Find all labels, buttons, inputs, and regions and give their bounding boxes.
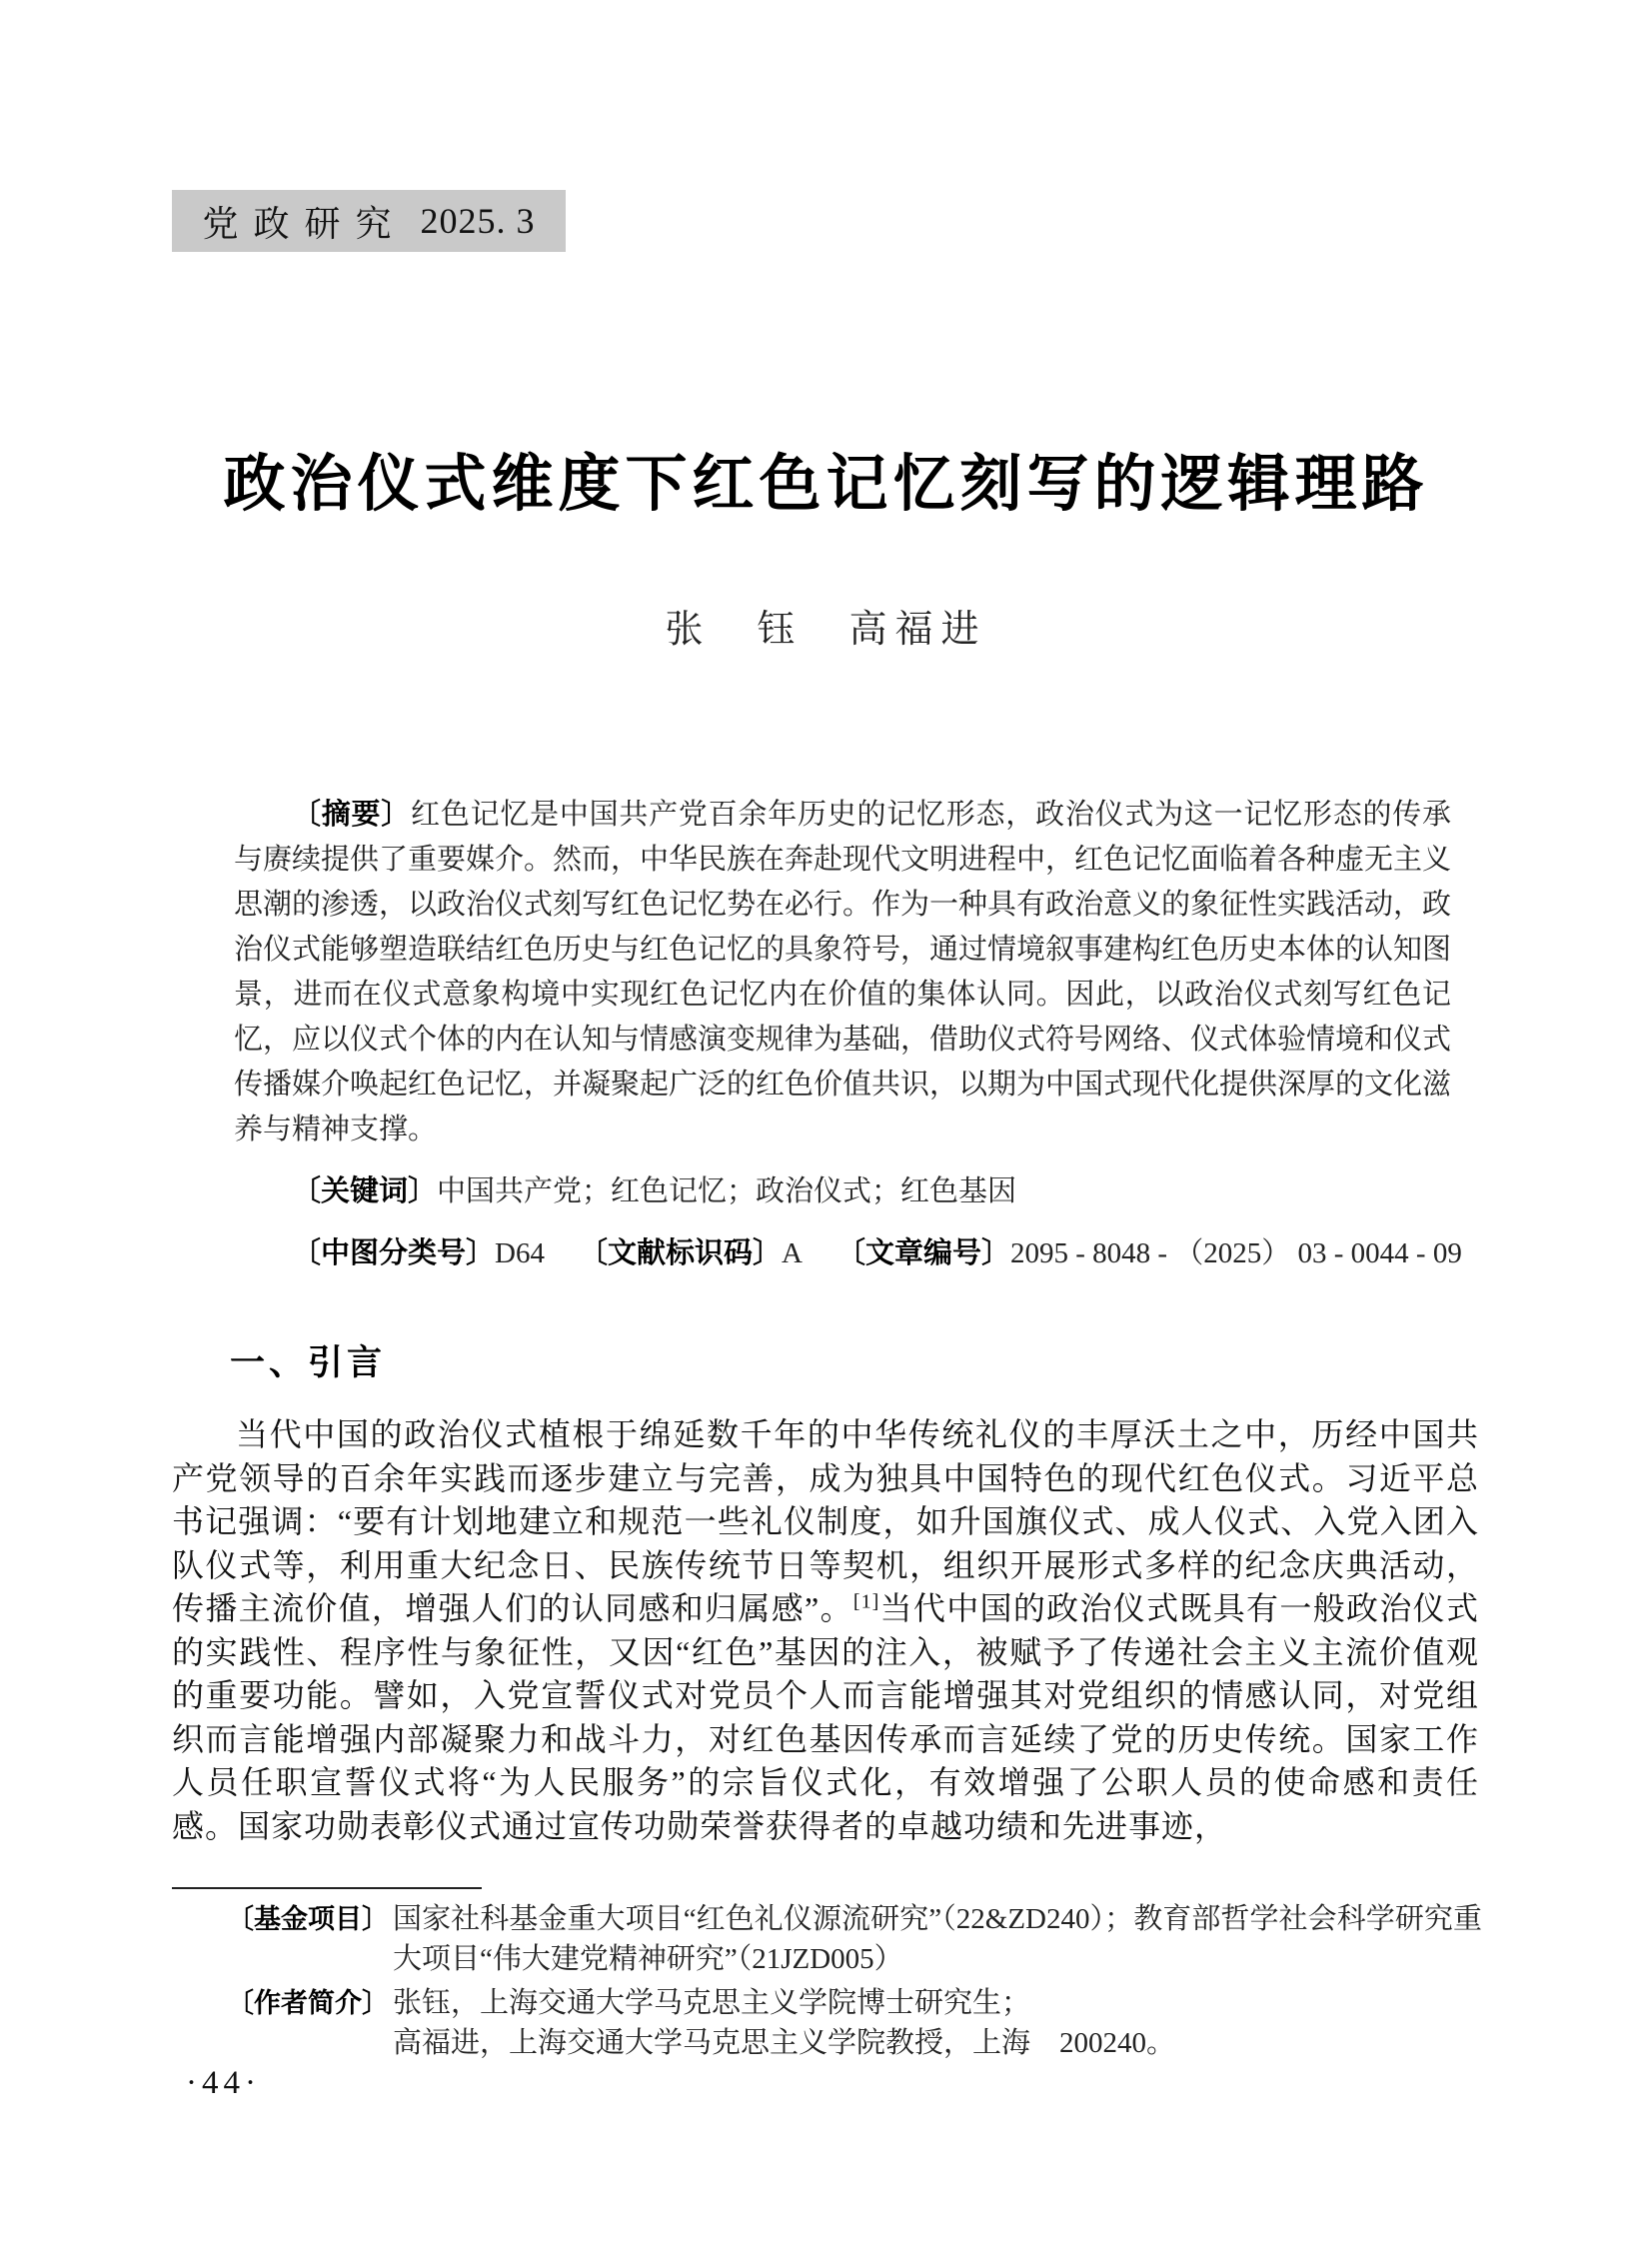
body-text-before-ref: 当代中国的政治仪式植根于绵延数千年的中华传统礼仪的丰厚沃土之中，历经中国共产党领导的百余年实践而逐步建立与完善，成为独具中国特色的现代红色仪式。习近平总书记强调：“要有计划地建立和规范一些礼仪制度，如升国旗仪式、成人仪式、入党入团入队仪式等，利用重大纪念日、民族传统节日等契机，组织开展形式多样的纪念庆典活动，传播主流价值，增强人们的认同感和归属感”。 — [172, 1416, 1479, 1626]
fund-project-label: 〔基金项目〕 — [227, 1904, 389, 1934]
abstract-label: 〔摘要〕 — [292, 799, 412, 831]
abstract-block — [234, 793, 1462, 1276]
author-bio-label: 〔作者简介〕 — [227, 1988, 389, 2018]
author-bio-line2: 高福进，上海交通大学马克思主义学院教授，上海 200240。 — [393, 2027, 1176, 2059]
abstract-text: 红色记忆是中国共产党百余年历史的记忆形态，政治仪式为这一记忆形态的传承与赓续提供了重要媒介。然而，中华民族在奔赴现代文明进程中，红色记忆面临着各种虚无主义思潮的渗透，以政治仪式刻写红色记忆势在必行。作为一种具有政治意义的象征性实践活动，政治仪式能够塑造联结红色历史与红色记忆的具象符号，通过情境叙事建构红色历史本体的认知图景，进而在仪式意象构境中实现红色记忆内在价值的集体认同。因此，以政治仪式刻写红色记忆，应以仪式个体的内在认知与情感演变规律为基础，借助仪式符号网络、仪式体验情境和仪式传播媒介唤起红色记忆，并凝聚起广泛的红色价值共识，以期为中国式现代化提供深厚的文化滋养与精神支撑。 — [234, 799, 1451, 1145]
classification-line — [234, 1231, 1462, 1276]
footnote-ref-1: [1] — [852, 1590, 880, 1613]
keywords-line — [234, 1169, 1451, 1214]
footnote-divider — [172, 1887, 482, 1889]
footnotes-block — [227, 1899, 1482, 2067]
keywords-text: 中国共产党；红色记忆；政治仪式；红色基因 — [437, 1175, 1017, 1207]
journal-issue: 2025. 3 — [420, 201, 536, 241]
article-id-label: 〔文章编号〕 — [835, 1237, 1010, 1269]
section-heading-introduction: 一、引言 — [230, 1343, 387, 1382]
footnote-author-bio — [227, 1983, 1482, 2063]
fund-project-text: 国家社科基金重大项目“红色礼仪源流研究”（22&ZD240）；教育部哲学社会科学研究重大项目“伟大建党精神研究”（21JZD005） — [393, 1903, 1482, 1975]
article-authors: 张 钰 高福进 — [665, 609, 987, 651]
clc-label: 〔中图分类号〕 — [292, 1237, 496, 1269]
footnote-fund-project — [227, 1899, 1482, 1979]
clc-value: D64 — [495, 1237, 545, 1269]
article-title: 政治仪式维度下红色记忆刻写的逻辑理路 — [223, 450, 1429, 519]
keywords-label: 〔关键词〕 — [292, 1175, 438, 1207]
journal-name: 党 政 研 究 — [202, 203, 395, 244]
doc-code-label: 〔文献标识码〕 — [578, 1237, 782, 1269]
body-text-after-ref: 当代中国的政治仪式既具有一般政治仪式的实践性、程序性与象征性，又因“红色”基因的注入，被赋予了传递社会主义主流价值观的重要功能。譬如，入党宣誓仪式对党员个人而言能增强其对党组织的情感认同，对党组织而言能增强内部凝聚力和战斗力，对红色基因传承而言延续了党的历史传统。国家工作人员任职宣誓仪式将“为人民服务”的宗旨仪式化，有效增强了公职人员的使命感和责任感。国家功勋表彰仪式通过宣传功勋荣誉获得者的卓越功绩和先进事迹， — [172, 1590, 1479, 1844]
author-bio-line1: 张钰，上海交通大学马克思主义学院博士研究生； — [393, 1987, 1031, 2019]
journal-header-badge — [172, 190, 566, 252]
abstract-paragraph — [234, 793, 1451, 1152]
page-number: ·44· — [186, 2065, 261, 2101]
article-id-value: 2095 - 8048 - （2025） 03 - 0044 - 09 — [1009, 1237, 1462, 1269]
body-paragraph — [172, 1413, 1479, 1848]
doc-code-value: A — [781, 1237, 803, 1269]
